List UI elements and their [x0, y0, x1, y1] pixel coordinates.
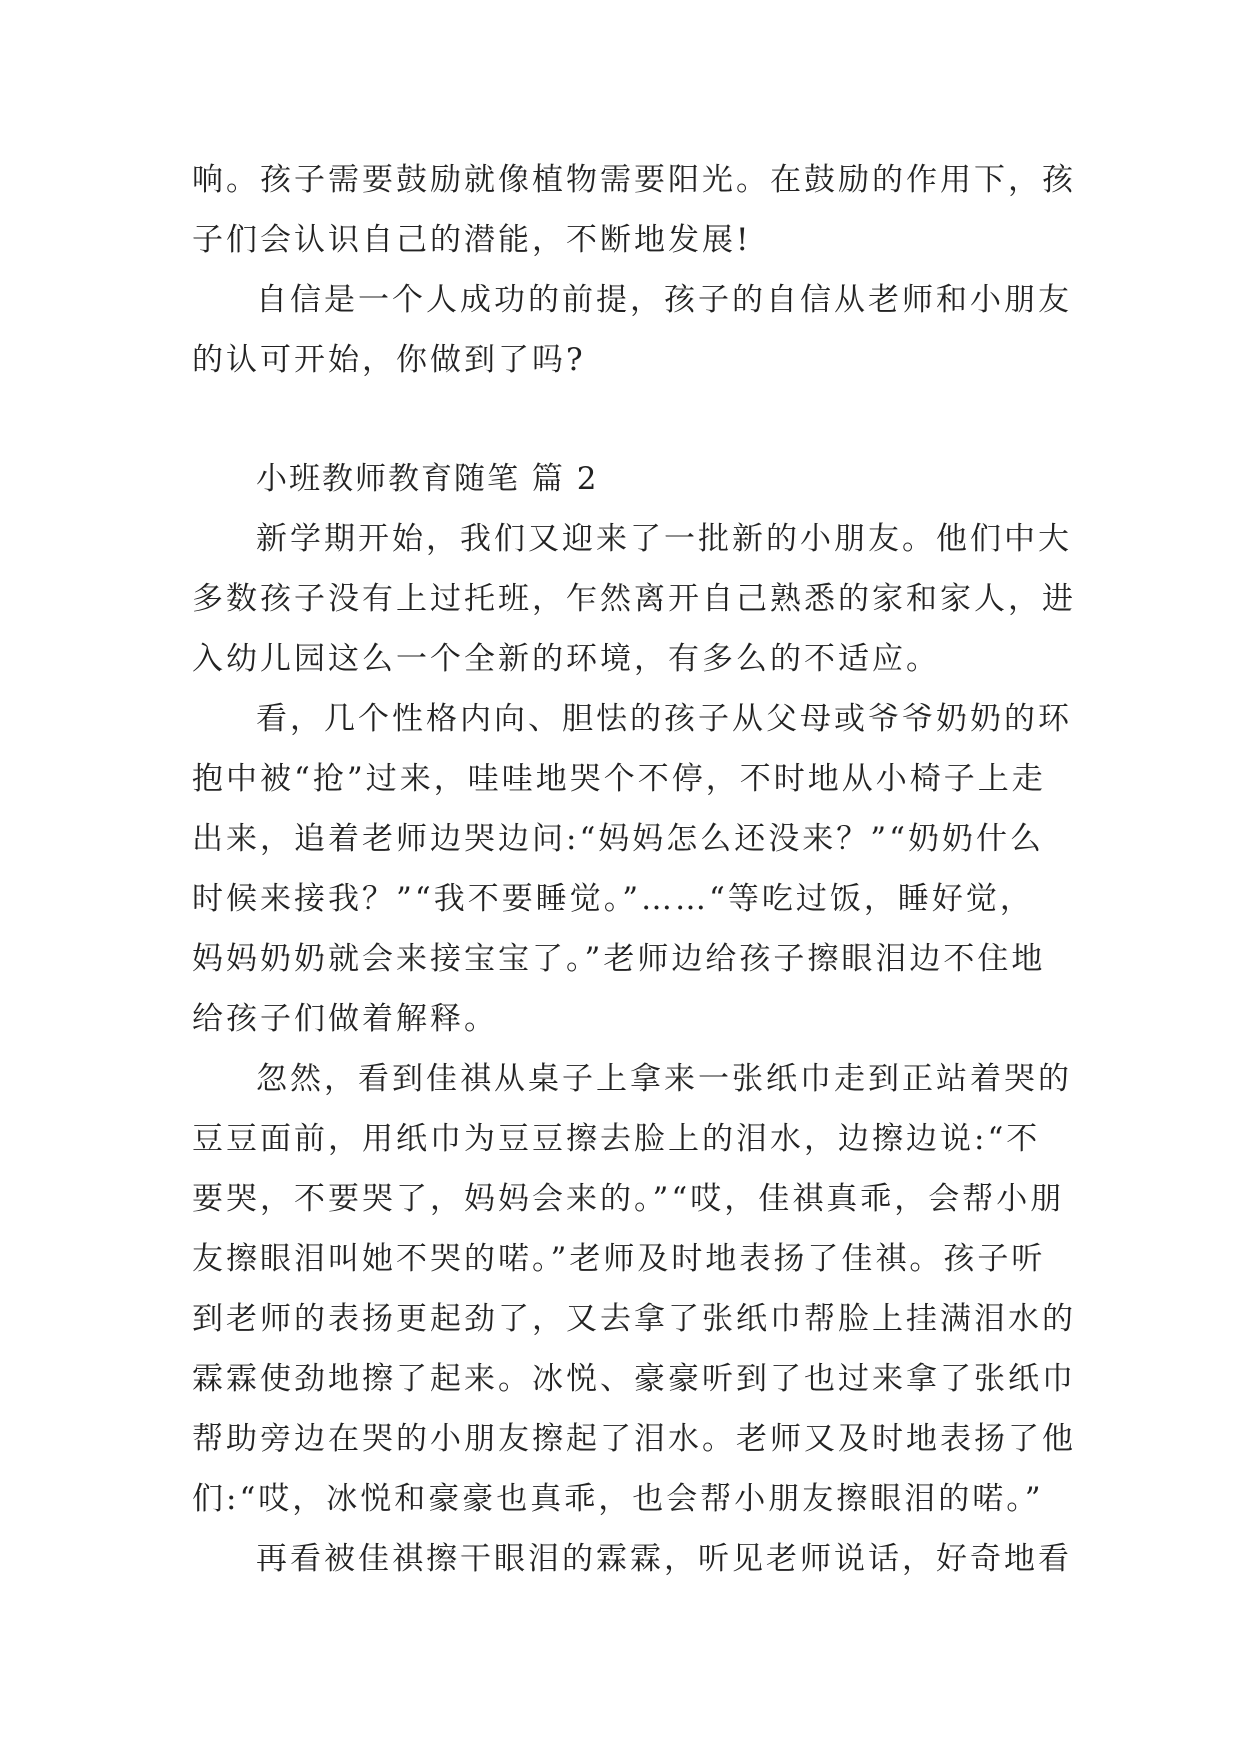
paragraph-line: 多数孩子没有上过托班，乍然离开自己熟悉的家和家人，进 — [192, 581, 1076, 617]
section-gap — [192, 390, 1052, 449]
paragraph-line: 豆豆面前，用纸巾为豆豆擦去脸上的泪水，边擦边说:“不 — [192, 1121, 1041, 1157]
paragraph-line: 忽然，看到佳祺从桌子上拿来一张纸巾走到正站着哭的 — [256, 1061, 1072, 1097]
paragraph-line: 子们会认识自己的潜能，不断地发展! — [192, 222, 752, 258]
document-body — [192, 150, 1076, 1589]
paragraph-line: 帮助旁边在哭的小朋友擦起了泪水。老师又及时地表扬了他 — [192, 1421, 1076, 1457]
paragraph-line: 新学期开始，我们又迎来了一批新的小朋友。他们中大 — [256, 521, 1072, 557]
section-title: 小班教师教育随笔 篇 2 — [256, 461, 599, 497]
paragraph-line: 看，几个性格内向、胆怯的孩子从父母或爷爷奶奶的环 — [256, 701, 1072, 737]
paragraph-line: 要哭，不要哭了，妈妈会来的。”“哎，佳祺真乖，会帮小朋 — [192, 1181, 1065, 1217]
paragraph-line: 时候来接我？”“我不要睡觉。”……“等吃过饭，睡好觉， — [192, 881, 1034, 917]
paragraph-line: 响。孩子需要鼓励就像植物需要阳光。在鼓励的作用下，孩 — [192, 162, 1076, 198]
paragraph-line: 们:“哎，冰悦和豪豪也真乖，也会帮小朋友擦眼泪的喏。” — [192, 1481, 1044, 1517]
paragraph-line: 抱中被“抢”过来，哇哇地哭个不停，不时地从小椅子上走 — [192, 761, 1046, 797]
paragraph-line: 霖霖使劲地擦了起来。冰悦、豪豪听到了也过来拿了张纸巾 — [192, 1361, 1076, 1397]
paragraph-line: 妈妈奶奶就会来接宝宝了。”老师边给孩子擦眼泪边不住地 — [192, 941, 1046, 977]
paragraph-line: 给孩子们做着解释。 — [192, 1001, 498, 1037]
paragraph-line: 出来，追着老师边哭边问:“妈妈怎么还没来？”“奶奶什么 — [192, 821, 1044, 857]
paragraph-line: 再看被佳祺擦干眼泪的霖霖，听见老师说话，好奇地看 — [256, 1541, 1072, 1577]
paragraph-line: 友擦眼泪叫她不哭的喏。”老师及时地表扬了佳祺。孩子听 — [192, 1241, 1046, 1277]
paragraph-line: 自信是一个人成功的前提，孩子的自信从老师和小朋友 — [256, 282, 1072, 318]
paragraph-line: 到老师的表扬更起劲了，又去拿了张纸巾帮脸上挂满泪水的 — [192, 1301, 1076, 1337]
paragraph-line: 入幼儿园这么一个全新的环境，有多么的不适应。 — [192, 641, 940, 677]
paragraph-line: 的认可开始，你做到了吗? — [192, 342, 586, 378]
